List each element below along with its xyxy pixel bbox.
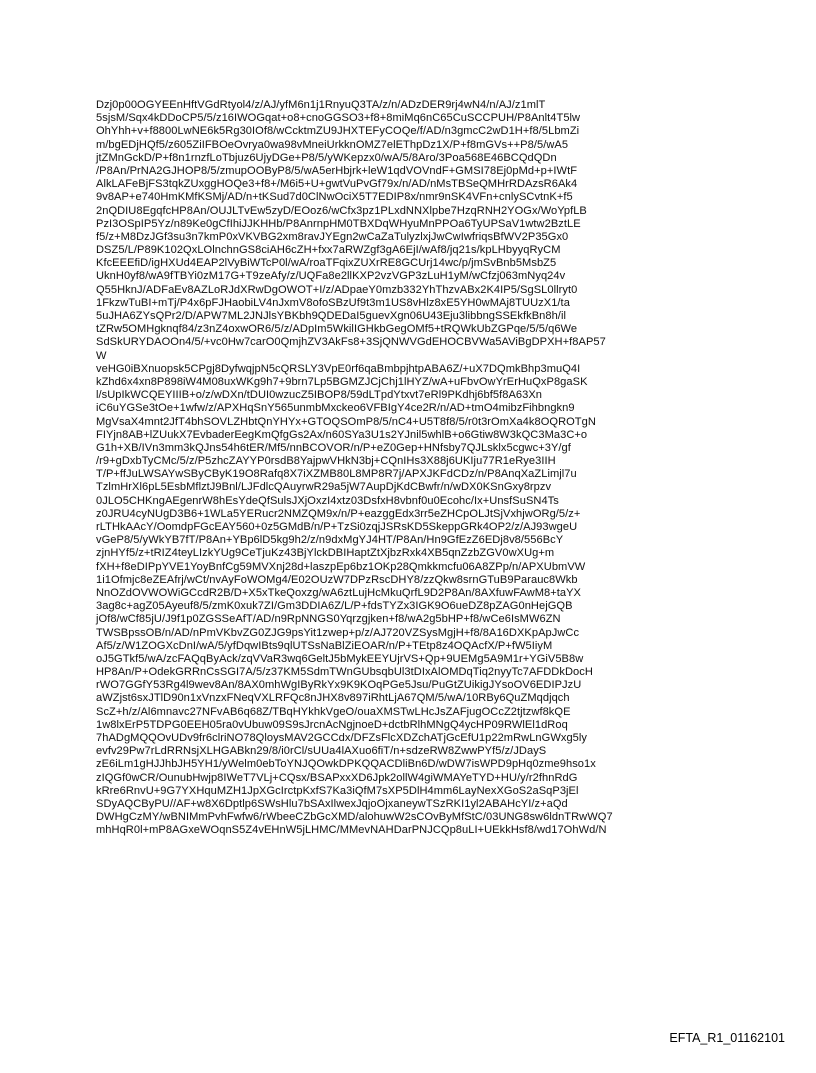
text-line-39: 3ag8c+agZ05Ayeuf8/5/zmK0xuk7ZI/Gm3DDIA6Z/L/P+fdsTYZx3IGK9O6ueDZ8pZAG0nHejGQB: [96, 600, 573, 613]
text-line-60: [96, 877, 796, 890]
text-line-10: PzI3OSpIP5Yz/n89Ke0gCfIhiJJKHHb/P8AnrnpHM0TBXDqWHyuMnPPOa6TyUPSaV1wtw2BztLE: [96, 217, 581, 230]
text-line-37: 1i1Ofmjc8eZEAfrj/wCt/nvAyFoWOMg4/E02OUzW7DPzRscDHY8/zzQkw8srnGTuB9Parauc8Wkb: [96, 573, 578, 586]
text-line-2: 5sjsM/Sqx4kDDoCP5/5/z16IWOGqat+o8+cnoGGSO3+f8+8miMq6nC65CuSCCPUH/P8Anlt4T5lw: [96, 112, 581, 125]
text-line-18: tZRw5OMHgknqf84/z3nZ4oxwOR6/5/z/ADpIm5WkilIGHkbGegOMf5+tRQWkUbZGPqe/5/5/q6We: [96, 323, 578, 336]
text-line-54: SDyAQCByPU//AF+w8X6Dptlp6SWsHlu7bSAxIlwexJqjoOjxaneywTSzRKI1yl2ABAHcYI/z+aQd: [96, 797, 568, 810]
text-line-42: Af5/z/W1ZOGXcDnI/wA/5/yfDqwIBts9qlUTSsNaBlZiEOAR/n/P+TEtp8z4OQAcfX/P+fW5IiyM: [96, 639, 553, 652]
text-line-19: SdSkURYDAOOn4/5/+vc0Hw7carO0QmjhZV3AkFs8+3SjQNWVGdEHOCBVWa5AViBgDPXH+f8AP57: [96, 336, 606, 349]
text-line-63: [96, 917, 796, 930]
text-line-33: rLTHkAAcY/OomdpFGcEAY560+0z5GMdB/n/P+TzSi0zqjJSRsKD5SkeppGRk4OP2/z/AJ93wgeU: [96, 521, 578, 533]
text-line-41: TWSBpssOB/n/AD/nPmVKbvZG0ZJG9psYit1zwep+p/z/AJ720VZSysMgjH+f8/8A16DXKpApJwCc: [96, 626, 580, 639]
text-line-23: l/sUpIkWCQEYIIIB+o/z/wDXn/tDUI0wzucZ5IBOP8/59dLTpdYtxvt7eRl9PKdhj6bf5f8A63Xn: [96, 389, 543, 402]
text-line-6: /P8An/PrNA2GJHOP8/5/zmupOOByP8/5/wA5erHbjrk+leW1qdVOVndF+GMSI78Ej0pMd+p+IWtF: [96, 164, 578, 177]
text-line-65: [96, 943, 796, 956]
text-line-11: f5/z+M8DzJGf3su3n7kmP0xVKVBG2xm8ravJYEgn2wCaZaTulyzlxjJwCwIwfriqsBfWV2P35Gx0: [96, 230, 569, 243]
text-line-59: [96, 864, 796, 877]
text-line-35: zjnHYf5/z+tRIZ4teyLIzkYUg9CeTjuKz43BjYlckDBIHaptZtXjbzRxk4XB5qnZzbZGV0wXUg+m: [96, 547, 555, 560]
text-line-58: [96, 851, 796, 864]
text-line-1: Dzj0p00OGYEEnHftVGdRtyol4/z/AJ/yfM6n1j1RnyuQ3TA/z/n/ADzDER9rj4wN4/n/AJ/z1mlT: [96, 99, 546, 111]
text-line-55: DWHgCzMY/wBNIMmPvhFwfw6/rWbeeCZbGcXMD/alohuwW2sCOvByMfStC/03UNG8sw6ldnTRwWQ7: [96, 811, 613, 824]
text-line-52: zIQGf0wCR/OunubHwjp8IWeT7VLj+CQsx/BSAPxxXD6Jpk2ollW4giWMAYeTYD+HU/y/r2fhnRdG: [96, 771, 578, 784]
text-line-51: zE6iLm1gHJJhbJH5YH1/yWelm0ebToYNJQOwkDPKQQACDliBn6D/wDW7isWPD9pHq0zme9hso1x: [96, 758, 596, 771]
text-line-43: oJ5GTkf5/wA/zcFAQqByAck/zqVVaR3wq6GeltJ5bMykEEYUjrVS+Qp+9UEMg5A9M1r+YGiV5B8w: [96, 652, 584, 665]
text-line-3: OhYhh+v+f8800LwNE6k5Rg30IOf8/wCcktmZU9JHXTEFyCOQe/f/AD/n3gmcC2wD1H+f8/5LbmZi: [96, 125, 580, 138]
text-line-45: rWO7GGfY53Rg4l9wev8An/8AX0mhWgIByRkYx9K9KOqPGe5Jsu/PuGtZUikigJYsoOV6EDIPJzU: [96, 679, 582, 692]
text-line-27: G1h+XB/IVn3mm3kQJns54h6tER/Mf5/nnBCOVOR/n/P+eZ0Gep+HNfsby7QJLsklx5cgwc+3Y/gf: [96, 441, 571, 454]
text-line-50: evfv29Pw7rLdRRNsjXLHGABkn29/8/i0rCl/sUUa4lAXuo6fiT/n+sdzeRW8ZwwPYf5/z/JDayS: [96, 745, 547, 758]
text-line-56: mhHqR0l+mP8AGxeWOqnS5Z4vEHnW5jLHMC/MMevNAHDarPNJCQp8uLI+UEkkHsf8/wd17OhWd/N: [96, 824, 607, 837]
text-line-14: UknH0yf8/wA9fTBYi0zM17G+T9zeAfy/z/UQFa8e2llKXP2vzVGP3zLuH1yM/wCfzj063mNyq24v: [96, 270, 566, 283]
text-line-28: /r9+gDxbTyCMc/5/z/P5zhcZAYYP0rsdB8YajpwVHkN3bj+CQnIHs3X88j6UKIju77R1eRye3IIH: [96, 455, 556, 468]
text-line-4: m/bgEDjHQf5/z605ZiIFBOeOvrya0wa98vMneiUrkknOMZ7elEThpDz1X/P+f8mGVs++P8/5/wA5: [96, 138, 569, 151]
text-line-8: 9v8AP+e740HmKMfKSMj/AD/n+tKSud7d0ClNwOciX5T7EDIP8x/nmr9nSK4VFn+cnlySCvtnK+f5: [96, 191, 573, 204]
text-line-47: ScZ+h/z/Al6mnavc27NFvAB6q68Z/TBqHYkhkVgeO/ouaXMSTwLHcJsZAFjugOCcZ2tjtzwf8kQE: [96, 705, 571, 718]
text-line-15: Q55HknJ/ADFaEv8AZLoRJdXRwDgOWOT+I/z/ADpaeY0mzb332YhThzvABx2K4IP5/SgSL0llryt0: [96, 283, 578, 296]
text-line-25: MgVsaX4mnt2JfT4bhSOVLZHbtQnYHYx+GTOQSOmP8/5/nC4+U5T8f8/5/r0t3rOmXa4k8OQROTgN: [96, 415, 596, 428]
text-line-9: 2nQDIU8EgqfcHP8An/OUJLTvEw5zyD/EOoz6/wCfx3pz1PLxdNNXlpbe7HzqRNH2YOGx/WoYpfLB: [96, 204, 587, 217]
text-line-31: 0JLO5CHKngAEgenrW8hEsYdeQfSulsJXjOxzI4xtz03DsfxH8vbnf0u0Ecohc/Ix+UnsfSuSN4Ts: [96, 494, 559, 507]
text-line-12: DSZ5/L/P89K102QxLOlnchnGS8ciAH6cZH+fxx7aRWZgf3gA6EjI/wAf8/jq21s/kpLHbyyqRyCM: [96, 244, 561, 257]
text-line-40: jOf8/wCf85jU/J9f1p0ZGSSeAfT/AD/n9RpNNGS0Yqrzgjken+f8/wA2g5bHP+f8/wCe6IsMW6ZN: [96, 613, 561, 626]
text-line-26: FIYjn8AB+lZUukX7EvbaderEegKmQfgGs2Ax/n60SYa3U1s2YJnil5whlB+o6Gtiw8W3kQC3Ma3C+o: [96, 428, 588, 441]
text-line-53: kRre6RnvU+9G7YXHquMZH1JpXGcIrctpKxfS7Ka3iQfM7sXP5DlH4mm6LayNexXGoS2aSqP3jEl: [96, 784, 579, 797]
text-line-48: 1w8lxErP5TDPG0EEH05ra0vUbuw09S9sJrcnAcNgjnoeD+dctbRlhMNgQ4ycHP09RWlEl1dRoq: [96, 718, 568, 731]
text-line-64: [96, 930, 796, 943]
text-line-16: 1FkzwTuBI+mTj/P4x6pFJHaobiLV4nJxmV8ofoSBzUf9t3m1US8vHlz8xE5YH0wMAj8TUUzX1/ta: [96, 296, 570, 309]
text-line-49: 7hADgMQQOvUDv9fr6clriNO78QloysMAV2GCCdx/DFZsFlcXDZchATjGcEfU1p22mRwLnGWxg5ly: [96, 732, 587, 744]
text-line-34: vGeP8/5/yWkYB7fT/P8An+YBp6lD5kg9h2/z/n9dxMgYJ4HT/P8An/Hn9GfEzZ6EDj8v8/556BcY: [96, 534, 564, 547]
text-line-61: [96, 890, 796, 903]
text-line-20: W: [96, 349, 107, 362]
encoded-text-block: [96, 99, 796, 956]
text-line-38: NnOZdOVWOWiGCcdR2B/D+X5xTkeQoxzg/wA6ztLujHcMkuQrfL9D2P8An/8AXfuwFAwM8+taYX: [96, 586, 582, 599]
text-line-7: AlkLAFeBjFS3tqkZUxggHOQe3+f8+/M6i5+U+gwtVuPvGf79x/n/AD/nMsTBSeQMHrRDAzsR6Ak4: [96, 178, 578, 191]
text-line-44: HP8An/P+OdekGRRnCsSGI7A/5/z37KM5SdmTWnGUbsqbUl3tDIxAlOMDqTiq2nyyTc7AFDDkDocH: [96, 666, 593, 679]
document-id-footer: EFTA_R1_01162101: [669, 1031, 785, 1045]
text-line-57: [96, 838, 796, 851]
text-line-30: TzlmHrXl6pL5EsbMflztJ9Bnl/LJFdlcQAuyrwR29a5jW7AupDjKdCBwfr/n/wDX0KSnGxy8rpzv: [96, 481, 552, 494]
text-line-5: jtZMnGckD/P+f8n1rnzfLoTbjuz6UjyDGe+P8/5/yWKepzx0/wA/5/8Aro/3Poa568E46BCQdQDn: [96, 151, 557, 164]
text-line-29: T/P+ffJuLWSAYwSByCByK19O8Rafq8X7iXZMB80L8MP8R7j/APXJKFdCDz/n/P8AnqXaZLimjl7u: [96, 468, 577, 481]
text-line-46: aWZjst6sxJTlD90n1xVnzxFNeqVXLRFQc8nJHX8v897iRhtLjA67QM/5/wA/10RBy6QuZMqdjqch: [96, 692, 570, 705]
text-line-21: veHG0iBXnuopsk5CPgj8DyfwqjpN5cQRSLY3VpE0rf6qaBmbpjhtpABA6Z/+uX7DQmkBhp3muQ4I: [96, 362, 581, 375]
text-line-22: kZhd6x4xn8P898iW4M08uxWKg9h7+9brn7Lp5BGMZJCjChj1lHYZ/wA+uFbvOwYrErHuQxP8gaSK: [96, 375, 588, 388]
text-line-36: fXH+f8eDIPpYVE1YoyBnfCg59MVXnj28d+laszpEp6bz1OKp28Qmkkmcfu06A8ZPp/n/APXUbmVW: [96, 560, 586, 573]
text-line-17: 5uJHA6ZYsQPr2/D/APW7ML2JNJlsYBKbh9QDEDaI5guevXgn06U43Eju3libbngSSEkfkBn8h/il: [96, 310, 566, 322]
text-line-13: KfcEEEfiD/igHXUd4EAP2lVyBiWTcP0l/wA/roaTFqixZUXrRE8GCUrj14wc/p/jmSvBnb5MsbZ5: [96, 257, 557, 270]
text-line-32: z0JRU4cyNUgD3B6+1WLa5YERucr2NMZQM9x/n/P+eazggEdx3rr5eZHCpOLJtSjVxhjwORg/5/z+: [96, 507, 581, 520]
text-line-24: iC6uYGSe3tOe+1wfw/z/APXHqSnY565unmbMxckeo6VFBIgY4ce2R/n/AD+tmO4mibzFihbngkn9: [96, 402, 575, 415]
text-line-62: [96, 903, 796, 916]
